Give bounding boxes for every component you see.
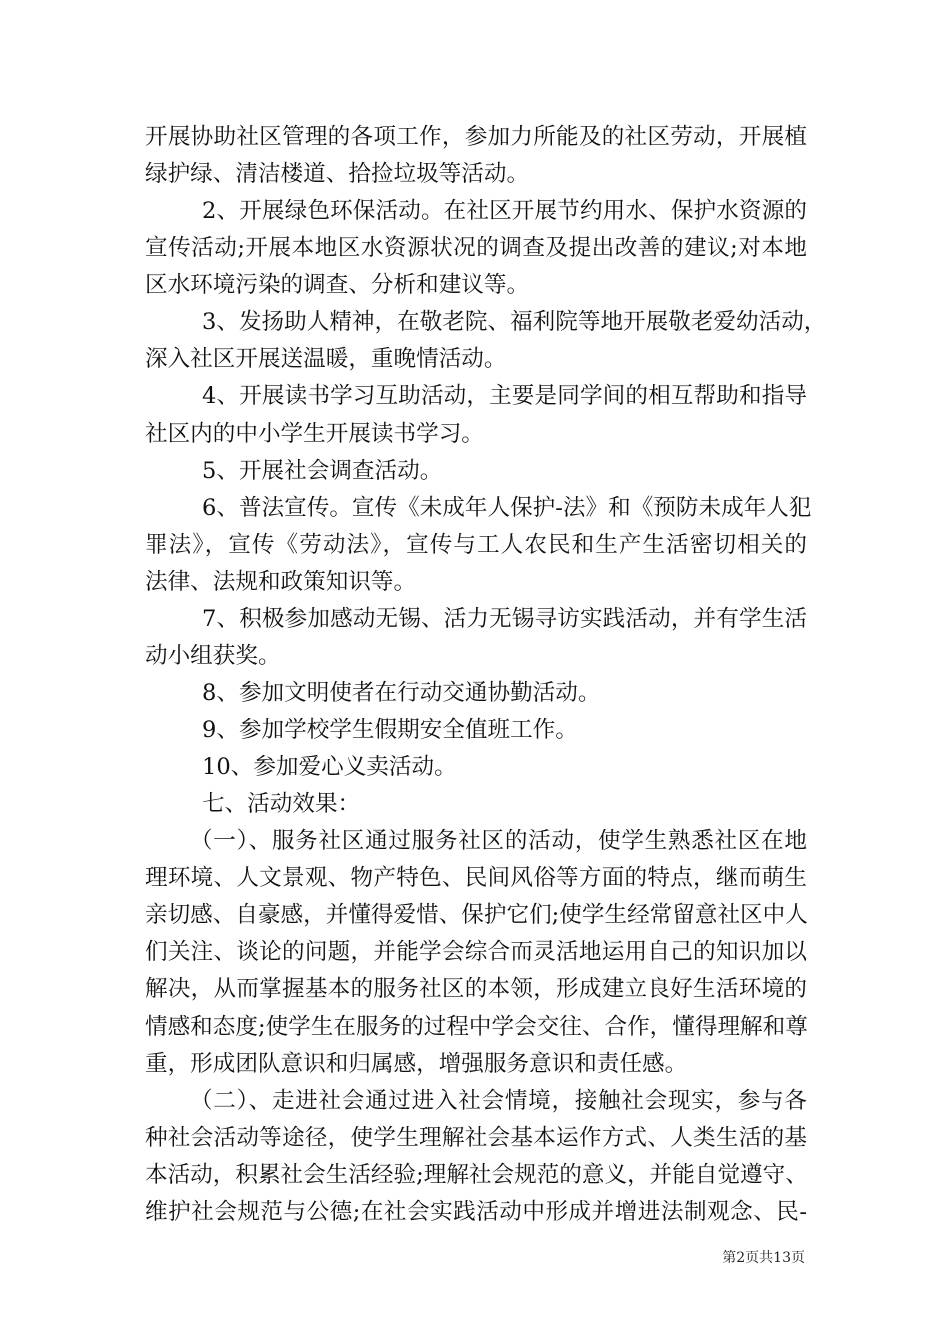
paragraph <box>145 193 807 304</box>
text-line: 区水环境污染的调查、分析和建议等。 <box>145 272 530 299</box>
text-line: 动小组获奖。 <box>145 642 281 669</box>
text-line: 9、参加学校学生假期安全值班工作。 <box>202 717 578 743</box>
paragraph <box>145 378 807 452</box>
text-line: 种社会活动等途径，使学生理解社会基本运作方式、人类生活的基 <box>145 1124 807 1151</box>
paragraph <box>145 749 807 786</box>
text-line: 2、开展绿色环保活动。在社区开展节约用水、保护水资源的 <box>202 198 807 225</box>
text-line: 七、活动效果： <box>202 791 361 818</box>
paragraph <box>145 304 827 378</box>
text-line: 5、开展社会调查活动。 <box>202 457 443 484</box>
text-line: 绿护绿、清洁楼道、拾捡垃圾等活动。 <box>145 161 530 188</box>
text-line: （一）、服务社区通过服务社区的活动，使学生熟悉社区在地 <box>190 828 807 855</box>
text-line: 重，形成团队意识和归属感，增强服务意识和责任感。 <box>145 1050 688 1077</box>
text-line: 法律、法规和政策知识等。 <box>145 568 417 595</box>
paragraph <box>145 490 812 601</box>
paragraph <box>145 1083 807 1231</box>
text-line: 维护社会规范与公德;在社会实践活动中形成并增进法制观念、民- <box>145 1198 807 1225</box>
text-line: （二）、走进社会通过进入社会情境，接触社会现实，参与各 <box>190 1087 807 1114</box>
paragraph <box>145 823 807 1082</box>
text-line: 宣传活动;开展本地区水资源状况的调查及提出改善的建议;对本地 <box>145 235 807 262</box>
paragraph <box>145 453 807 490</box>
text-line: 本活动，积累社会生活经验;理解社会规范的意义，并能自觉遵守、 <box>145 1161 808 1188</box>
paragraph <box>145 675 807 712</box>
text-line: 亲切感、自豪感，并懂得爱惜、保护它们;使学生经常留意社区中人 <box>145 902 808 929</box>
page-number: 第2页共13页 <box>722 1250 805 1266</box>
text-line: 解决，从而掌握基本的服务社区的本领，形成建立良好生活环境的 <box>145 976 807 1003</box>
text-line: 理环境、人文景观、物产特色、民间风俗等方面的特点，继而萌生 <box>145 865 807 892</box>
text-line: 7、积极参加感动无锡、活力无锡寻访实践活动，并有学生活 <box>202 605 807 632</box>
paragraph <box>145 601 807 675</box>
text-line: 4、开展读书学习互助活动，主要是同学间的相互帮助和指导 <box>202 383 807 410</box>
text-line: 们关注、谈论的问题，并能学会综合而灵活地运用自己的知识加以 <box>145 939 807 966</box>
paragraph <box>145 786 807 823</box>
text-line: 3、发扬助人精神，在敬老院、福利院等地开展敬老爱幼活动， <box>202 309 827 336</box>
text-line: 罪法》，宣传《劳动法》，宣传与工人农民和生产生活密切相关的 <box>145 531 807 558</box>
text-line: 情感和态度;使学生在服务的过程中学会交往、合作，懂得理解和尊 <box>145 1013 808 1040</box>
text-line: 深入社区开展送温暖，重晚情活动。 <box>145 346 507 373</box>
text-line: 社区内的中小学生开展读书学习。 <box>145 420 484 447</box>
paragraph <box>145 119 807 193</box>
text-line: 开展协助社区管理的各项工作，参加力所能及的社区劳动，开展植 <box>145 124 807 150</box>
document-body <box>145 119 827 1231</box>
paragraph <box>145 712 807 749</box>
text-line: 10、参加爱心义卖活动。 <box>202 754 457 781</box>
text-line: 6、普法宣传。宣传《未成年人保护-法》和《预防未成年人犯 <box>202 494 812 521</box>
text-line: 8、参加文明使者在行动交通协勤活动。 <box>202 679 601 706</box>
